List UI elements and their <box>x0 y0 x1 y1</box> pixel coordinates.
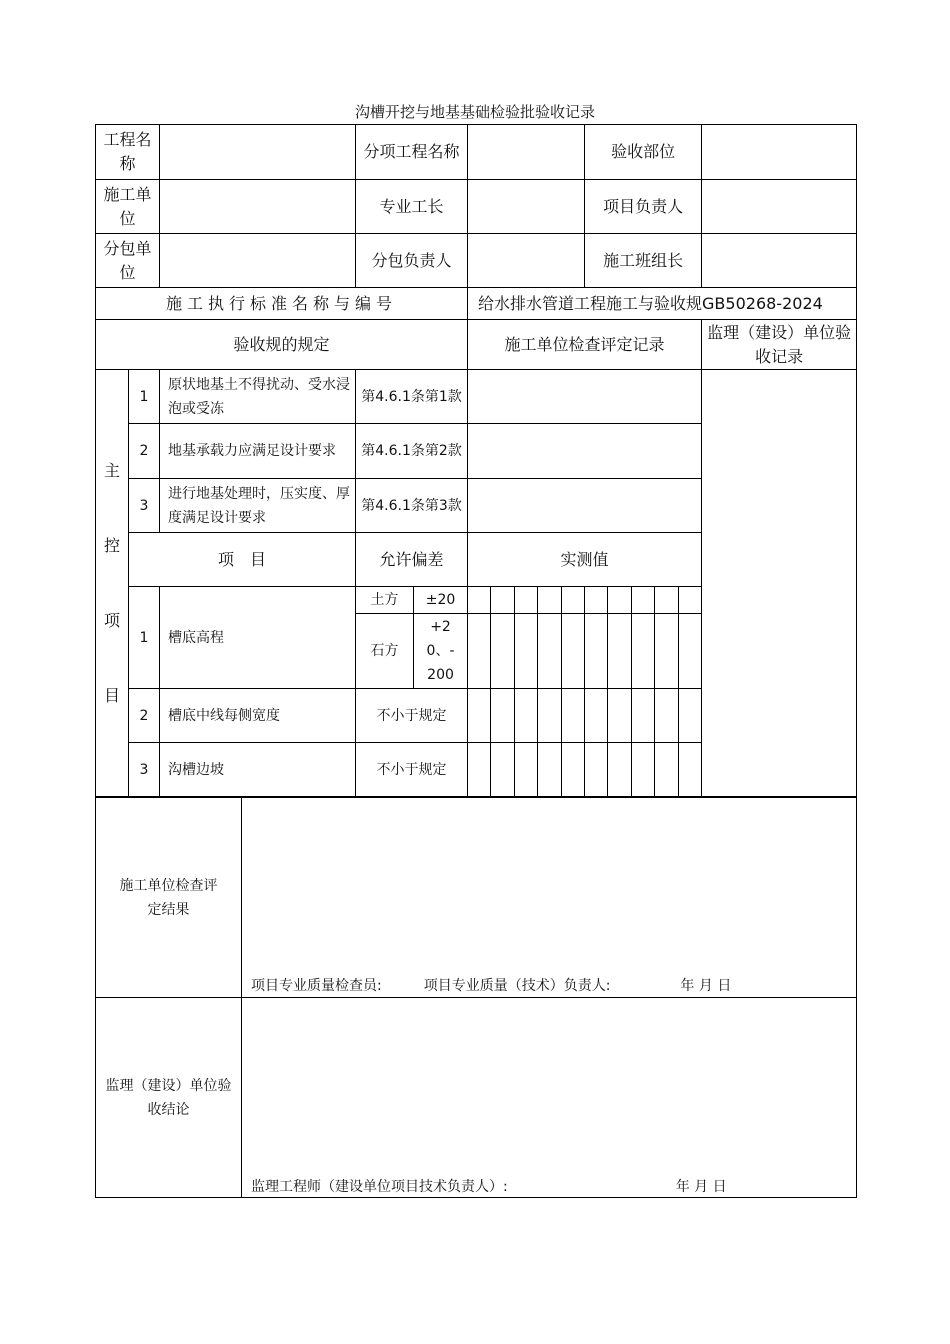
accept-part-label: 验收部位 <box>585 125 702 180</box>
subcontract-manager-label: 分包负责人 <box>356 234 468 288</box>
measured-cell[interactable] <box>679 614 702 689</box>
measured-cell[interactable] <box>585 614 608 689</box>
team-leader-value[interactable] <box>702 234 857 288</box>
measured-cell[interactable] <box>468 587 491 614</box>
accept-part-value[interactable] <box>702 125 857 180</box>
measured-cell[interactable] <box>515 743 538 797</box>
measured-cell[interactable] <box>632 743 655 797</box>
deviation-header: 允许偏差 <box>356 533 468 587</box>
construction-result-label: 施工单位检查评定结果 <box>96 798 242 998</box>
measured-cell[interactable] <box>679 587 702 614</box>
measured-cell[interactable] <box>608 689 632 743</box>
measured-cell[interactable] <box>562 689 585 743</box>
tolerance-value: 不小于规定 <box>356 743 468 797</box>
main-control-char: 目 <box>103 686 120 705</box>
measured-cell[interactable] <box>608 587 632 614</box>
measured-cell[interactable] <box>585 689 608 743</box>
main-item-description: 原状地基土不得扰动、受水浸泡或受冻 <box>160 370 356 424</box>
team-leader-label: 施工班组长 <box>585 234 702 288</box>
supervisor-record-column-header: 监理（建设）单位验收记录 <box>702 320 857 370</box>
construction-unit-value[interactable] <box>160 180 356 234</box>
main-item-check-record[interactable] <box>468 370 702 424</box>
measured-cell[interactable] <box>491 587 515 614</box>
measured-cell[interactable] <box>585 587 608 614</box>
project-manager-value[interactable] <box>702 180 857 234</box>
measured-cell[interactable] <box>562 743 585 797</box>
measured-cell[interactable] <box>491 689 515 743</box>
document-title: 沟槽开挖与地基基础检验批验收记录 <box>354 103 595 121</box>
measured-cell[interactable] <box>655 587 679 614</box>
main-control-char: 控 <box>103 536 120 555</box>
measured-cell[interactable] <box>538 743 562 797</box>
subcontract-unit-label: 分包单位 <box>96 234 160 288</box>
rock-type-label: 石方 <box>356 614 414 689</box>
main-item-check-record[interactable] <box>468 424 702 479</box>
measured-cell[interactable] <box>632 614 655 689</box>
acceptance-record-table <box>95 124 857 797</box>
construction-result-area[interactable] <box>242 798 857 998</box>
measured-cell[interactable] <box>632 587 655 614</box>
foreman-value[interactable] <box>468 180 585 234</box>
measured-cell[interactable] <box>679 743 702 797</box>
tolerance-item-number: 2 <box>129 689 160 743</box>
supervisor-record-value[interactable] <box>702 370 857 797</box>
rock-tolerance-value: +20、-200 <box>414 614 468 689</box>
project-manager-label: 项目负责人 <box>585 180 702 234</box>
construction-signature-line: 项目专业质量检查员: 项目专业质量（技术）负责人: 年 月 日 <box>251 978 732 994</box>
standard-label: 施工执行标准名称与编号 <box>96 288 468 320</box>
tolerance-item-number: 3 <box>129 743 160 797</box>
measured-value-header: 实测值 <box>468 533 702 587</box>
supervisor-conclusion-label: 监理（建设）单位验收结论 <box>96 998 242 1198</box>
measured-cell[interactable] <box>655 689 679 743</box>
project-name-value[interactable] <box>160 125 356 180</box>
main-control-char: 项 <box>103 611 120 630</box>
tolerance-item-description: 槽底中线每侧宽度 <box>160 689 356 743</box>
measured-cell[interactable] <box>468 689 491 743</box>
measured-cell[interactable] <box>515 689 538 743</box>
measured-cell[interactable] <box>655 743 679 797</box>
foreman-label: 专业工长 <box>356 180 468 234</box>
subcontract-manager-value[interactable] <box>468 234 585 288</box>
measured-cell[interactable] <box>491 614 515 689</box>
measured-cell[interactable] <box>468 614 491 689</box>
main-control-label <box>96 370 129 797</box>
measured-cell[interactable] <box>538 689 562 743</box>
tolerance-value: 不小于规定 <box>356 689 468 743</box>
measured-cell[interactable] <box>515 614 538 689</box>
main-item-number: 3 <box>129 479 160 533</box>
measured-cell[interactable] <box>608 614 632 689</box>
main-control-char: 主 <box>103 461 120 480</box>
subcontract-unit-value[interactable] <box>160 234 356 288</box>
measured-cell[interactable] <box>562 587 585 614</box>
measured-cell[interactable] <box>608 743 632 797</box>
check-record-column-header: 施工单位检查评定记录 <box>468 320 702 370</box>
main-item-clause: 第4.6.1条第2款 <box>356 424 468 479</box>
main-item-check-record[interactable] <box>468 479 702 533</box>
main-item-description: 地基承载力应满足设计要求 <box>160 424 356 479</box>
measured-cell[interactable] <box>491 743 515 797</box>
main-item-description: 进行地基处理时，压实度、厚度满足设计要求 <box>160 479 356 533</box>
main-item-clause: 第4.6.1条第3款 <box>356 479 468 533</box>
rules-column-header: 验收规的规定 <box>96 320 468 370</box>
soil-type-label: 土方 <box>356 587 414 614</box>
main-item-clause: 第4.6.1条第1款 <box>356 370 468 424</box>
main-item-number: 2 <box>129 424 160 479</box>
tolerance-item-header: 项 目 <box>129 533 356 587</box>
measured-cell[interactable] <box>538 614 562 689</box>
measured-cell[interactable] <box>515 587 538 614</box>
soil-tolerance-value: ±20 <box>414 587 468 614</box>
supervisor-signature-line: 监理工程师（建设单位项目技术负责人）: 年 月 日 <box>251 1179 727 1195</box>
tolerance-item-description: 槽底高程 <box>160 587 356 689</box>
sub-project-value[interactable] <box>468 125 585 180</box>
supervisor-conclusion-area[interactable] <box>242 998 857 1198</box>
main-item-number: 1 <box>129 370 160 424</box>
measured-cell[interactable] <box>562 614 585 689</box>
standard-value: 给水排水管道工程施工与验收规GB50268-2024 <box>468 288 857 320</box>
conclusion-table <box>95 797 857 1198</box>
measured-cell[interactable] <box>655 614 679 689</box>
measured-cell[interactable] <box>468 743 491 797</box>
sub-project-label: 分项工程名称 <box>356 125 468 180</box>
project-name-label: 工程名称 <box>96 125 160 180</box>
construction-unit-label: 施工单位 <box>96 180 160 234</box>
measured-cell[interactable] <box>679 689 702 743</box>
tolerance-item-number: 1 <box>129 587 160 689</box>
measured-cell[interactable] <box>585 743 608 797</box>
measured-cell[interactable] <box>538 587 562 614</box>
tolerance-item-description: 沟槽边坡 <box>160 743 356 797</box>
measured-cell[interactable] <box>632 689 655 743</box>
